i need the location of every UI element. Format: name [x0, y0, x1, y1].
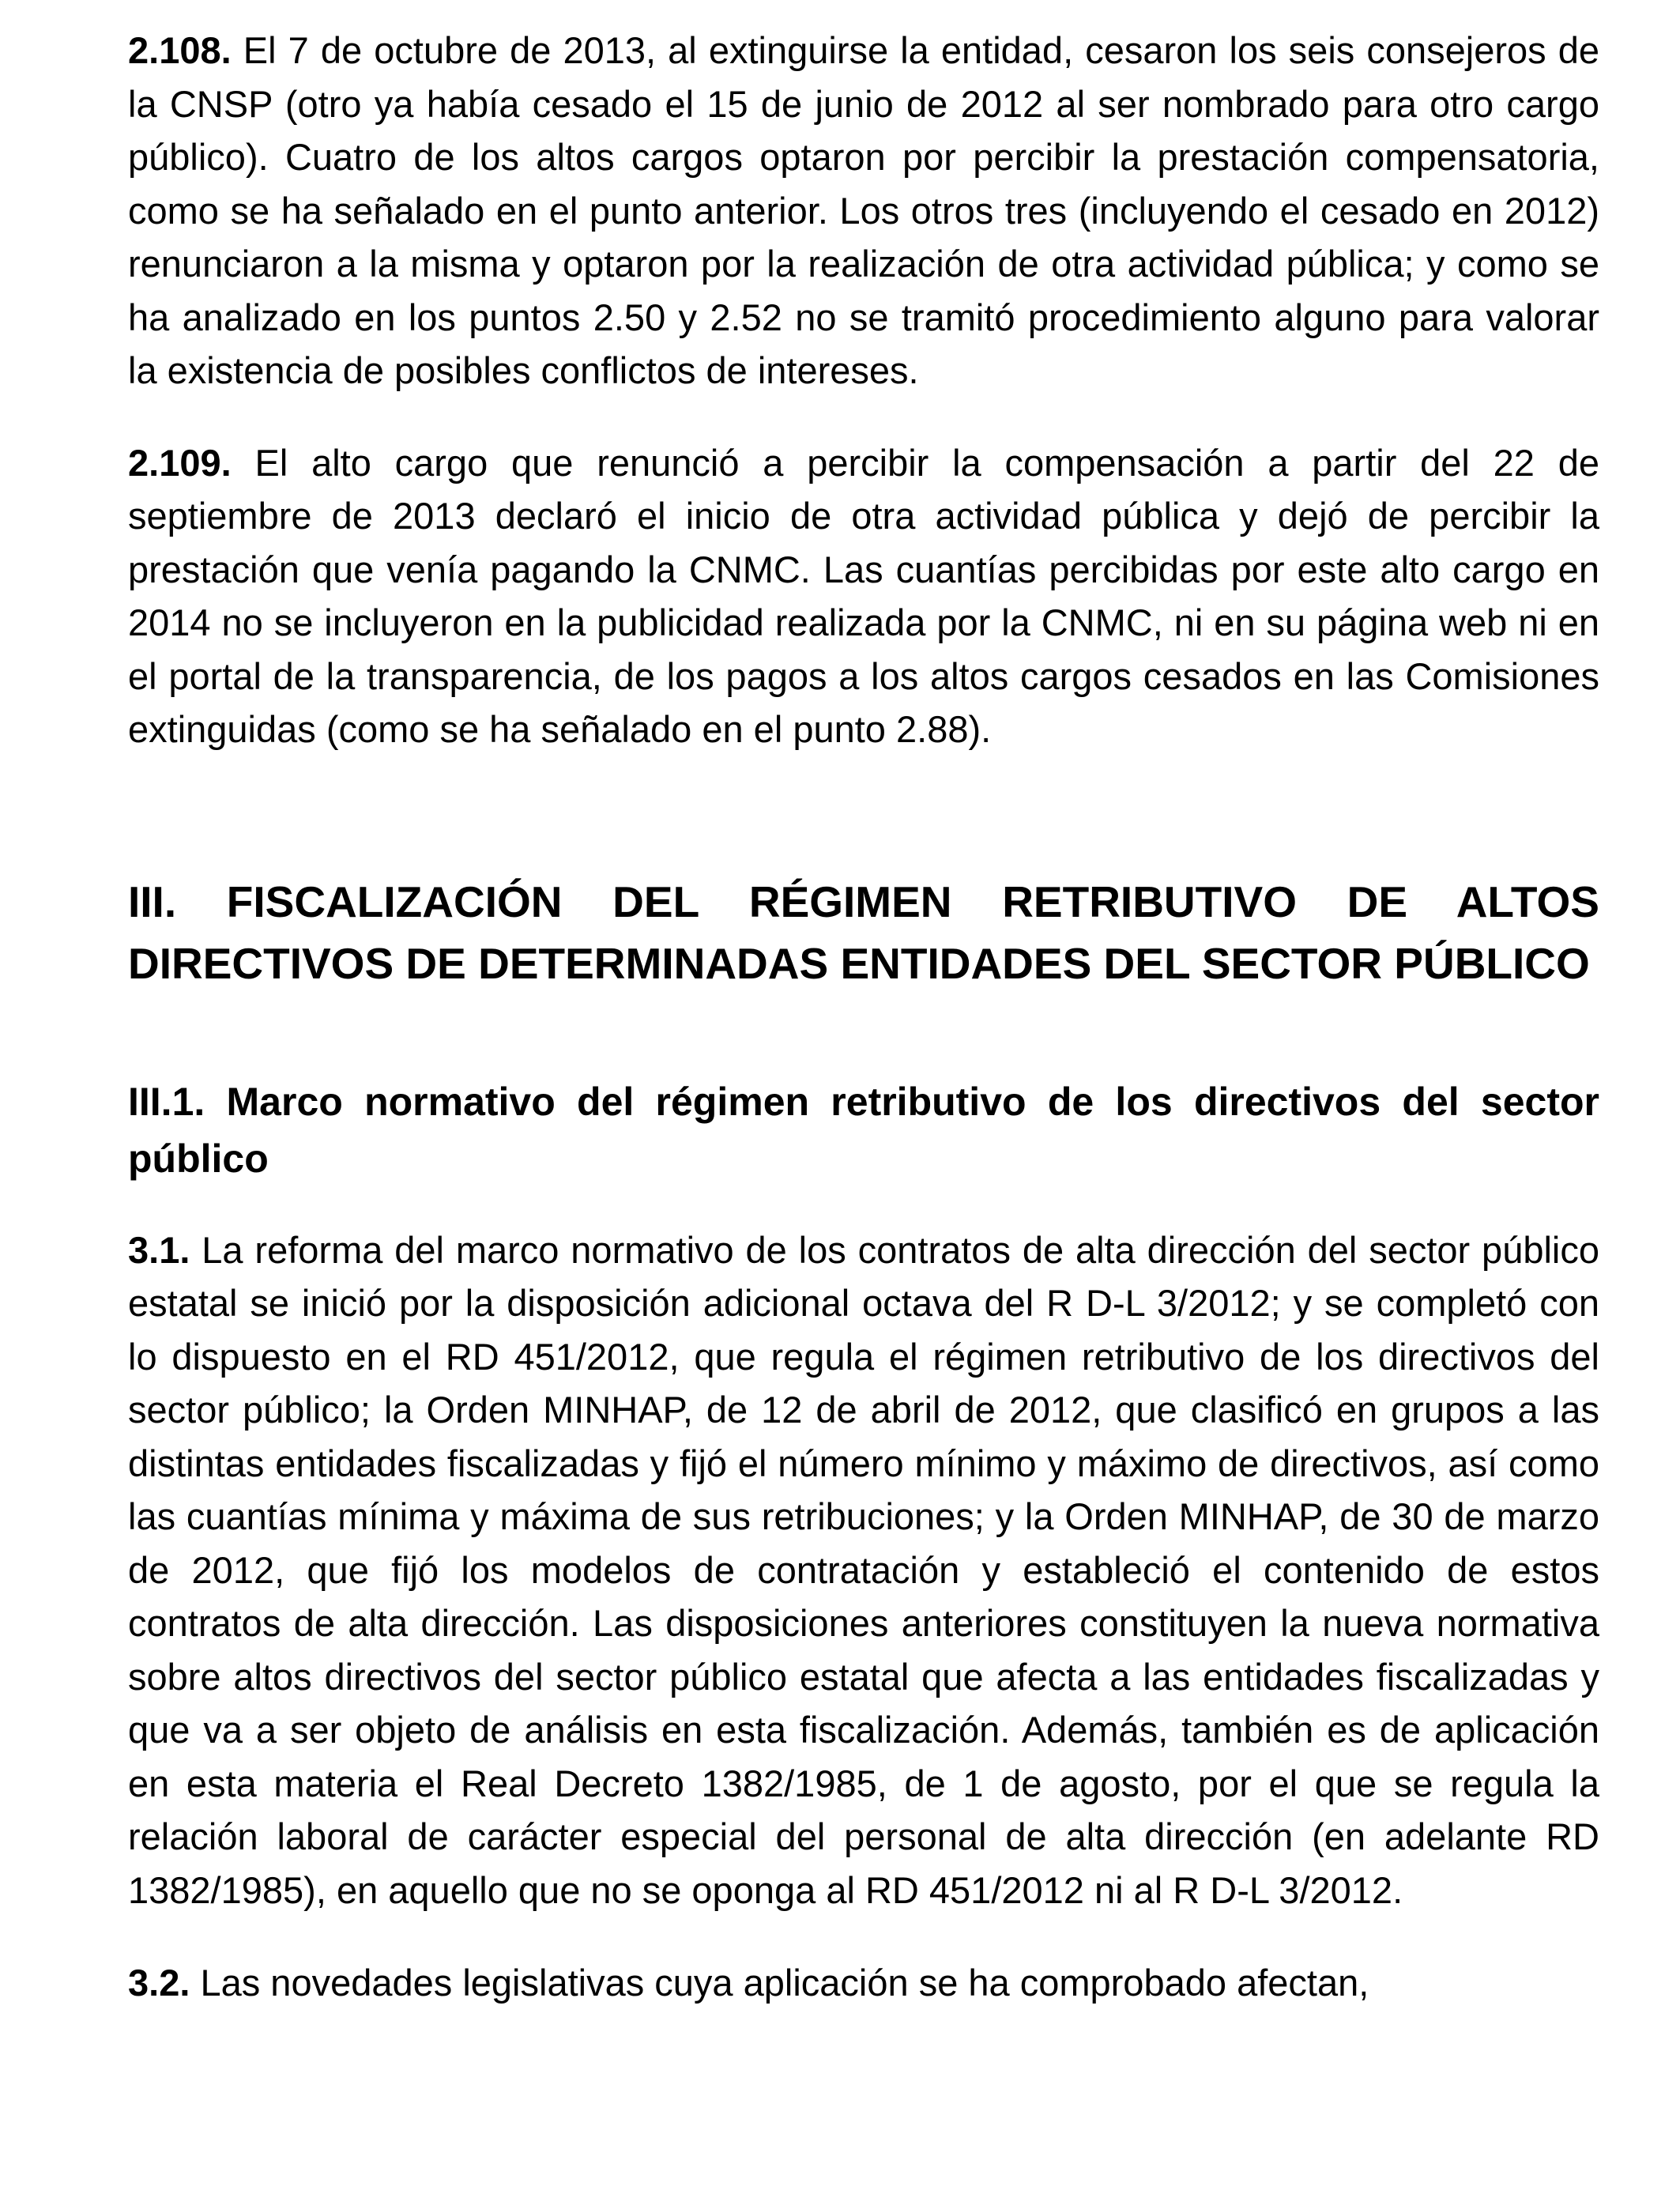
paragraph-number: 2.109. — [128, 441, 232, 484]
paragraph-3-1 — [128, 1223, 1599, 1917]
paragraph-2-109 — [128, 436, 1599, 756]
paragraph-number: 3.1. — [128, 1228, 190, 1271]
document-page — [128, 24, 1599, 2010]
paragraph-3-2 — [128, 1956, 1599, 2010]
paragraph-text: El 7 de octubre de 2013, al extinguirse la entidad, cesaron los seis consejeros de la CNSP (otro ya había cesado el 15 de junio de 2012 al ser nombrado para otro cargo público). Cuatro de los altos cargos optaron por percibir la prestación compensatoria, como se ha señalado en el punto anterior. Los otros tres (incluyendo el cesado en 2012) renunciaron a la misma y optaron por la realización de otra actividad pública; y como se ha analizado en los puntos 2.50 y 2.52 no se tramitó procedimiento alguno para valorar la existencia de posibles conflictos de intereses. — [128, 29, 1599, 391]
paragraph-2-108 — [128, 24, 1599, 398]
section-heading: III. FISCALIZACIÓN DEL RÉGIMEN RETRIBUTIVO DE ALTOS DIRECTIVOS DE DETERMINADAS ENTIDADES DEL SECTOR PÚBLICO — [128, 876, 1599, 988]
subsection-heading: III.1. Marco normativo del régimen retributivo de los directivos del sector público — [128, 1079, 1599, 1181]
paragraph-number: 2.108. — [128, 29, 232, 71]
paragraph-text: La reforma del marco normativo de los contratos de alta dirección del sector público estatal se inició por la disposición adicional octava del R D-L 3/2012; y se completó con lo dispuesto en el RD 451/2012, que regula el régimen retributivo de los directivos del sector público; la Orden MINHAP, de 12 de abril de 2012, que clasificó en grupos a las distintas entidades fiscalizadas y fijó el número mínimo y máximo de directivos, así como las cuantías mínima y máxima de sus retribuciones; y la Orden MINHAP, de 30 de marzo de 2012, que fijó los modelos de contratación y estableció el contenido de estos contratos de alta dirección. Las disposiciones anteriores constituyen la nueva normativa sobre altos directivos del sector público estatal que afecta a las entidades fiscalizadas y que va a ser objeto de análisis en esta fiscalización. Además, también es de aplicación en esta materia el Real Decreto 1382/1985, de 1 de agosto, por el que se regula la relación laboral de carácter especial del personal de alta dirección (en adelante RD 1382/1985), en aquello que no se oponga al RD 451/2012 ni al R D-L 3/2012. — [128, 1228, 1599, 1911]
paragraph-number: 3.2. — [128, 1962, 190, 2004]
paragraph-text: Las novedades legislativas cuya aplicación se ha comprobado afectan, — [200, 1962, 1369, 2004]
paragraph-text: El alto cargo que renunció a percibir la compensación a partir del 22 de septiembre de 2013 declaró el inicio de otra actividad pública y dejó de percibir la prestación que venía pagando la CNMC. Las cuantías percibidas por este alto cargo en 2014 no se incluyeron en la publicidad realizada por la CNMC, ni en su página web ni en el portal de la transparencia, de los pagos a los altos cargos cesados en las Comisiones extinguidas (como se ha señalado en el punto 2.88). — [128, 441, 1599, 750]
